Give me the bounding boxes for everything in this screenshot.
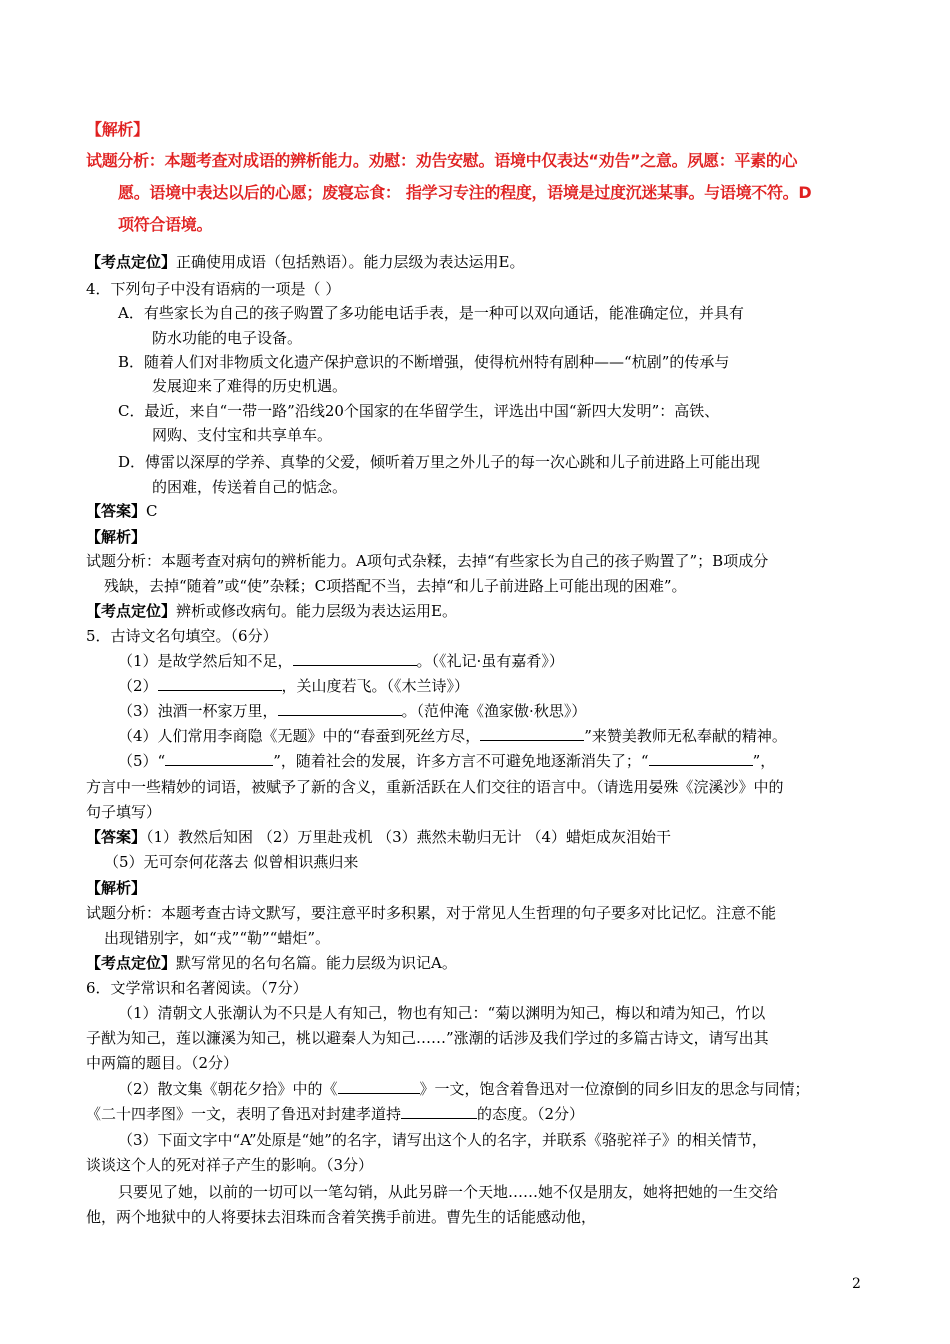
fill-blank[interactable] bbox=[401, 1104, 477, 1119]
answer-tag: 【答案】 bbox=[86, 502, 147, 520]
q5-item-3-source: 。（范仲淹《渔家傲·秋思》） bbox=[401, 702, 587, 720]
q4-answer bbox=[86, 500, 158, 522]
q5-item-1 bbox=[118, 650, 564, 672]
q4-option-b: B．随着人们对非物质文化遗产保护意识的不断增强，使得杭州特有剧种——“杭剧”的传承与 bbox=[118, 353, 730, 371]
q6-part-2-text: （2）散文集《朝花夕拾》中的《 bbox=[118, 1080, 338, 1098]
q5-answer bbox=[86, 826, 671, 848]
q4-point bbox=[86, 600, 457, 622]
analysis-heading-red: 【解析】 bbox=[86, 120, 149, 139]
q4-analysis-line: 试题分析：本题考查对病句的辨析能力。A项句式杂糅，去掉“有些家长为自己的孩子购置了”；B项成分 bbox=[86, 552, 769, 570]
q5-stem: 5．古诗文名句填空。（6分） bbox=[86, 627, 278, 645]
q4-option-d: D．傅雷以深厚的学养、真挚的父爱，倾听着万里之外儿子的每一次心跳和儿子前进路上可能出现 bbox=[118, 453, 761, 471]
point-tag: 【考点定位】 bbox=[86, 253, 177, 271]
q5-item-1-source: 。（《礼记·虽有嘉肴》） bbox=[416, 652, 564, 670]
q5-item-4-text: （4）人们常用李商隐《无题》中的“春蚕到死丝方尽， bbox=[118, 727, 481, 745]
q6-part-2-text-end: 》一文，饱含着鲁迅对一位潦倒的同乡旧友的思念与同情； bbox=[419, 1080, 810, 1098]
fill-blank[interactable] bbox=[649, 751, 753, 766]
point-text: 默写常见的名句名篇。能力层级为识记A。 bbox=[176, 954, 457, 972]
answer-tag: 【答案】 bbox=[86, 828, 147, 846]
q6-part-3: （3）下面文字中“A”处原是“她”的名字，请写出这个人的名字，并联系《骆驼祥子》的相关情节， bbox=[118, 1131, 767, 1149]
q5-item-3 bbox=[118, 700, 586, 722]
fill-blank[interactable] bbox=[278, 701, 402, 716]
q5-item-2-text: ，关山度若飞。（《木兰诗》） bbox=[281, 677, 470, 695]
q5-item-5-cont: 方言中一些精妙的词语，被赋予了新的含义，重新活跃在人们交往的语言中。（请选用晏殊《浣溪沙》中的 bbox=[86, 778, 784, 796]
point-line bbox=[86, 251, 524, 273]
q6-part-2 bbox=[118, 1078, 810, 1100]
q6-part-1: （1）清朝文人张潮认为不只是人有知己，物也有知己：“菊以渊明为知己，梅以和靖为知己，竹以 bbox=[118, 1004, 766, 1022]
q4-option-a: A．有些家长为自己的孩子购置了多功能电话手表，是一种可以双向通话，能准确定位，并具有 bbox=[118, 304, 744, 322]
q4-analysis-tag: 【解析】 bbox=[86, 528, 147, 546]
q5-item-4-text-end: ”来赞美教师无私奉献的精神。 bbox=[584, 727, 787, 745]
q5-item-2-num: （2） bbox=[118, 677, 158, 695]
q4-option-a-cont: 防水功能的电子设备。 bbox=[152, 329, 303, 347]
answer-value: （1）教然后知困 （2）万里赴戎机 （3）燕然未勒归无计 （4）蜡炬成灰泪始干 bbox=[146, 828, 671, 846]
q4-option-b-cont: 发展迎来了难得的历史机遇。 bbox=[152, 377, 348, 395]
q4-option-c-cont: 网购、支付宝和共享单车。 bbox=[152, 426, 333, 444]
q6-part-2-line2: 《二十四孝图》一文，表明了鲁迅对封建孝道持 bbox=[86, 1105, 402, 1123]
q6-part-1-cont: 中两篇的题目。（2分） bbox=[86, 1054, 239, 1072]
q4-option-d-cont: 的困难，传送着自己的惦念。 bbox=[152, 478, 348, 496]
q5-point bbox=[86, 952, 457, 974]
q6-part-2-line2-end: 的态度。（2分） bbox=[477, 1105, 585, 1123]
q4-stem: 4．下列句子中没有语病的一项是（ ） bbox=[86, 280, 341, 298]
answer-value: C bbox=[146, 502, 158, 520]
page-number: 2 bbox=[852, 1276, 861, 1292]
q5-item-5-cont: 句子填写） bbox=[86, 803, 162, 821]
fill-blank[interactable] bbox=[480, 726, 584, 741]
q5-analysis-tag: 【解析】 bbox=[86, 879, 147, 897]
analysis-red-line: 试题分析：本题考查对成语的辨析能力。劝慰：劝告安慰。语境中仅表达“劝告”之意。夙愿：平素的心 bbox=[86, 151, 798, 170]
q6-part-1-cont: 子猷为知己，莲以濂溪为知己，桃以避秦人为知己……”涨潮的话涉及我们学过的多篇古诗文，请写出其 bbox=[86, 1029, 769, 1047]
q6-part-3-cont: 谈谈这个人的死对祥子产生的影响。（3分） bbox=[86, 1156, 374, 1174]
q5-answer-cont: （5）无可奈何花落去 似曾相识燕归来 bbox=[104, 853, 359, 871]
q5-item-5-num: （5）“ bbox=[118, 752, 166, 770]
fill-blank[interactable] bbox=[165, 751, 273, 766]
fill-blank[interactable] bbox=[338, 1079, 420, 1094]
point-text: 正确使用成语（包括熟语）。能力层级为表达运用E。 bbox=[176, 253, 525, 271]
q5-item-2 bbox=[118, 675, 469, 697]
q5-item-5-text: ”，随着社会的发展，许多方言不可避免地逐渐消失了；“ bbox=[273, 752, 649, 770]
q5-analysis-line: 试题分析：本题考查古诗文默写，要注意平时多积累，对于常见人生哲理的句子要多对比记忆。注意不能 bbox=[86, 904, 777, 922]
q4-option-c: C．最近，来自“一带一路”沿线20个国家的在华留学生，评选出中国“新四大发明”：高铁、 bbox=[118, 402, 720, 420]
q5-item-1-text: （1）是故学然后知不足， bbox=[118, 652, 293, 670]
point-tag: 【考点定位】 bbox=[86, 954, 177, 972]
q6-passage-cont: 他，两个地狱中的人将要抹去泪珠而含着笑携手前进。曹先生的话能感动他， bbox=[86, 1208, 597, 1226]
q5-item-4 bbox=[118, 725, 787, 747]
q6-part-2-cont bbox=[86, 1103, 584, 1125]
fill-blank[interactable] bbox=[158, 676, 282, 691]
q5-analysis-line: 出现错别字，如“戎”“勒”“蜡炬”。 bbox=[104, 929, 331, 947]
analysis-red-line: 项符合语境。 bbox=[118, 215, 213, 234]
q6-passage: 只要见了她，以前的一切可以一笔勾销，从此另辟一个天地……她不仅是朋友，她将把她的一生交给 bbox=[118, 1183, 779, 1201]
q6-stem: 6．文学常识和名著阅读。（7分） bbox=[86, 979, 308, 997]
point-text: 辨析或修改病句。能力层级为表达运用E。 bbox=[176, 602, 457, 620]
q5-item-5-quote-end: ”， bbox=[752, 752, 776, 770]
q5-item-3-text: （3）浊酒一杯家万里， bbox=[118, 702, 278, 720]
analysis-red-line: 愿。语境中表达以后的心愿；废寝忘食： 指学习专注的程度，语境是过度沉迷某事。与语境不符。D bbox=[118, 183, 812, 202]
fill-blank[interactable] bbox=[293, 651, 417, 666]
point-tag: 【考点定位】 bbox=[86, 602, 177, 620]
q4-analysis-line: 残缺，去掉“随着”或“使”杂糅；C项搭配不当，去掉“和儿子前进路上可能出现的困难”。 bbox=[104, 577, 687, 595]
q5-item-5 bbox=[118, 750, 775, 772]
